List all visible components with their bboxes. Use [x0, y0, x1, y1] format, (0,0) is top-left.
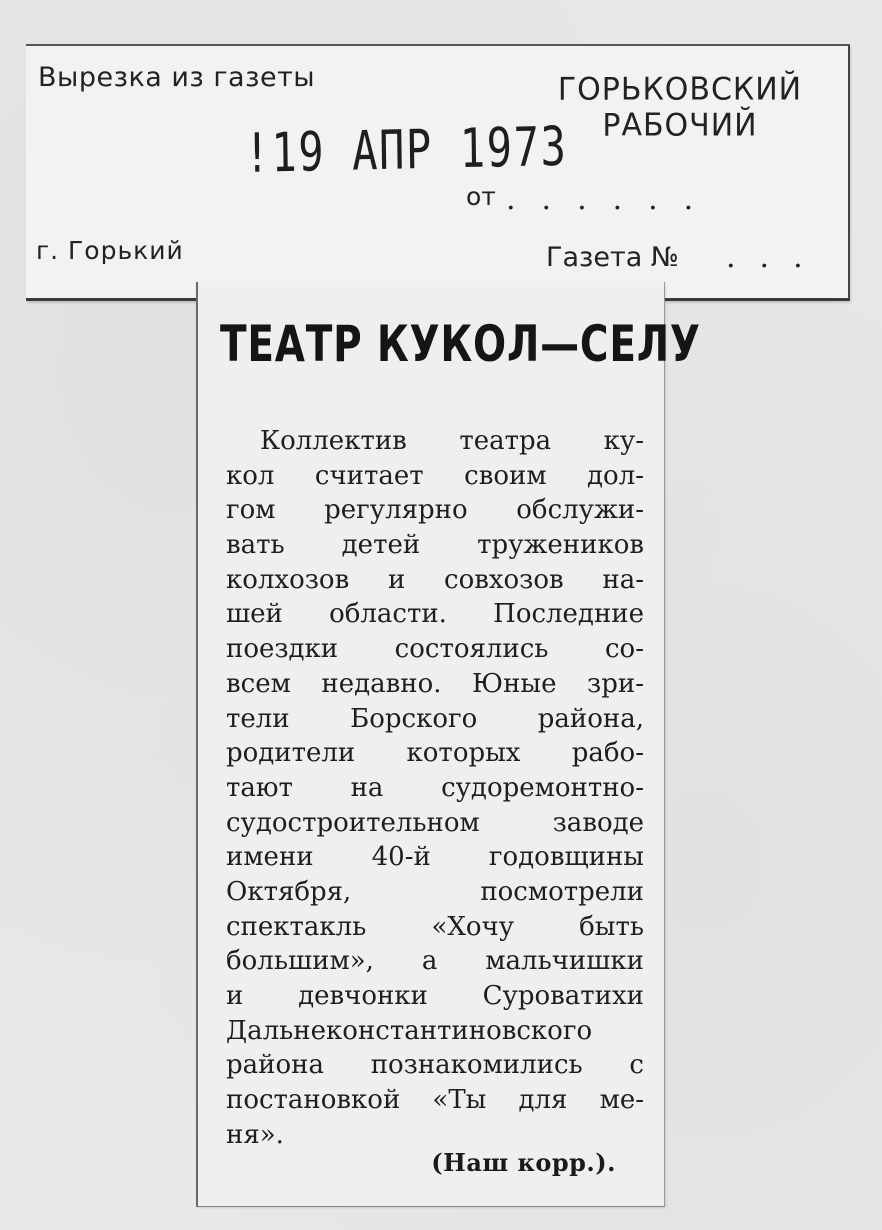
article-line: вать детей тружеников — [226, 530, 644, 561]
article-line: гом регулярно обслужи- — [226, 495, 644, 526]
newspaper-name-line1: ГОРЬКОВСКИЙ — [557, 71, 803, 108]
article-line: Коллектив театра ку- — [260, 426, 644, 456]
newspaper-name-line2: РАБОЧИЙ — [602, 106, 758, 144]
article-signature: (Наш корр.). — [431, 1148, 616, 1177]
clip-from-label: Вырезка из газеты — [38, 62, 316, 93]
article-line: Октября, посмотрели — [226, 876, 644, 907]
article-line: колхозов и совхозов на- — [226, 564, 644, 595]
newspaper-clipping — [196, 282, 701, 1207]
article-line: тели Борского района, — [226, 703, 644, 734]
article-line: Дальнеконстантиновского — [226, 1015, 593, 1046]
article-line: тают на судоремонтно- — [226, 772, 644, 803]
article-line: поездки состоялись со- — [226, 634, 644, 665]
date-stamp: !19 АПР 1973 — [244, 114, 568, 185]
article-line: ня». — [226, 1119, 284, 1150]
city-label: г. Горький — [36, 236, 184, 265]
newspaper-number-label: Газета № — [546, 242, 679, 273]
article-headline: ТЕАТР КУКОЛ—СЕЛУ — [220, 315, 701, 373]
article-line: большим», а мальчишки — [226, 946, 644, 977]
number-dots: ... — [726, 240, 827, 275]
clipping-label-card — [26, 44, 850, 301]
article-line: постановкой «Ты для ме- — [226, 1085, 644, 1116]
article-line: и девчонки Суроватихи — [226, 981, 644, 1011]
article-line: судостроительном заводе — [226, 807, 644, 838]
article-line: всем недавно. Юные зри- — [226, 668, 644, 699]
article-line: кол считает своим дол- — [226, 460, 644, 491]
article-line: района познакомились с — [226, 1050, 644, 1081]
article-body — [226, 424, 644, 1152]
article-line: шей области. Последние — [226, 599, 644, 630]
from-label: от — [466, 182, 496, 211]
article-line: имени 40-й годовщины — [226, 842, 644, 873]
date-dots: ...... — [506, 182, 720, 217]
article-line: родители которых рабо- — [226, 738, 644, 769]
article-line: спектакль «Хочу быть — [226, 911, 644, 942]
newspaper-name — [530, 72, 830, 143]
